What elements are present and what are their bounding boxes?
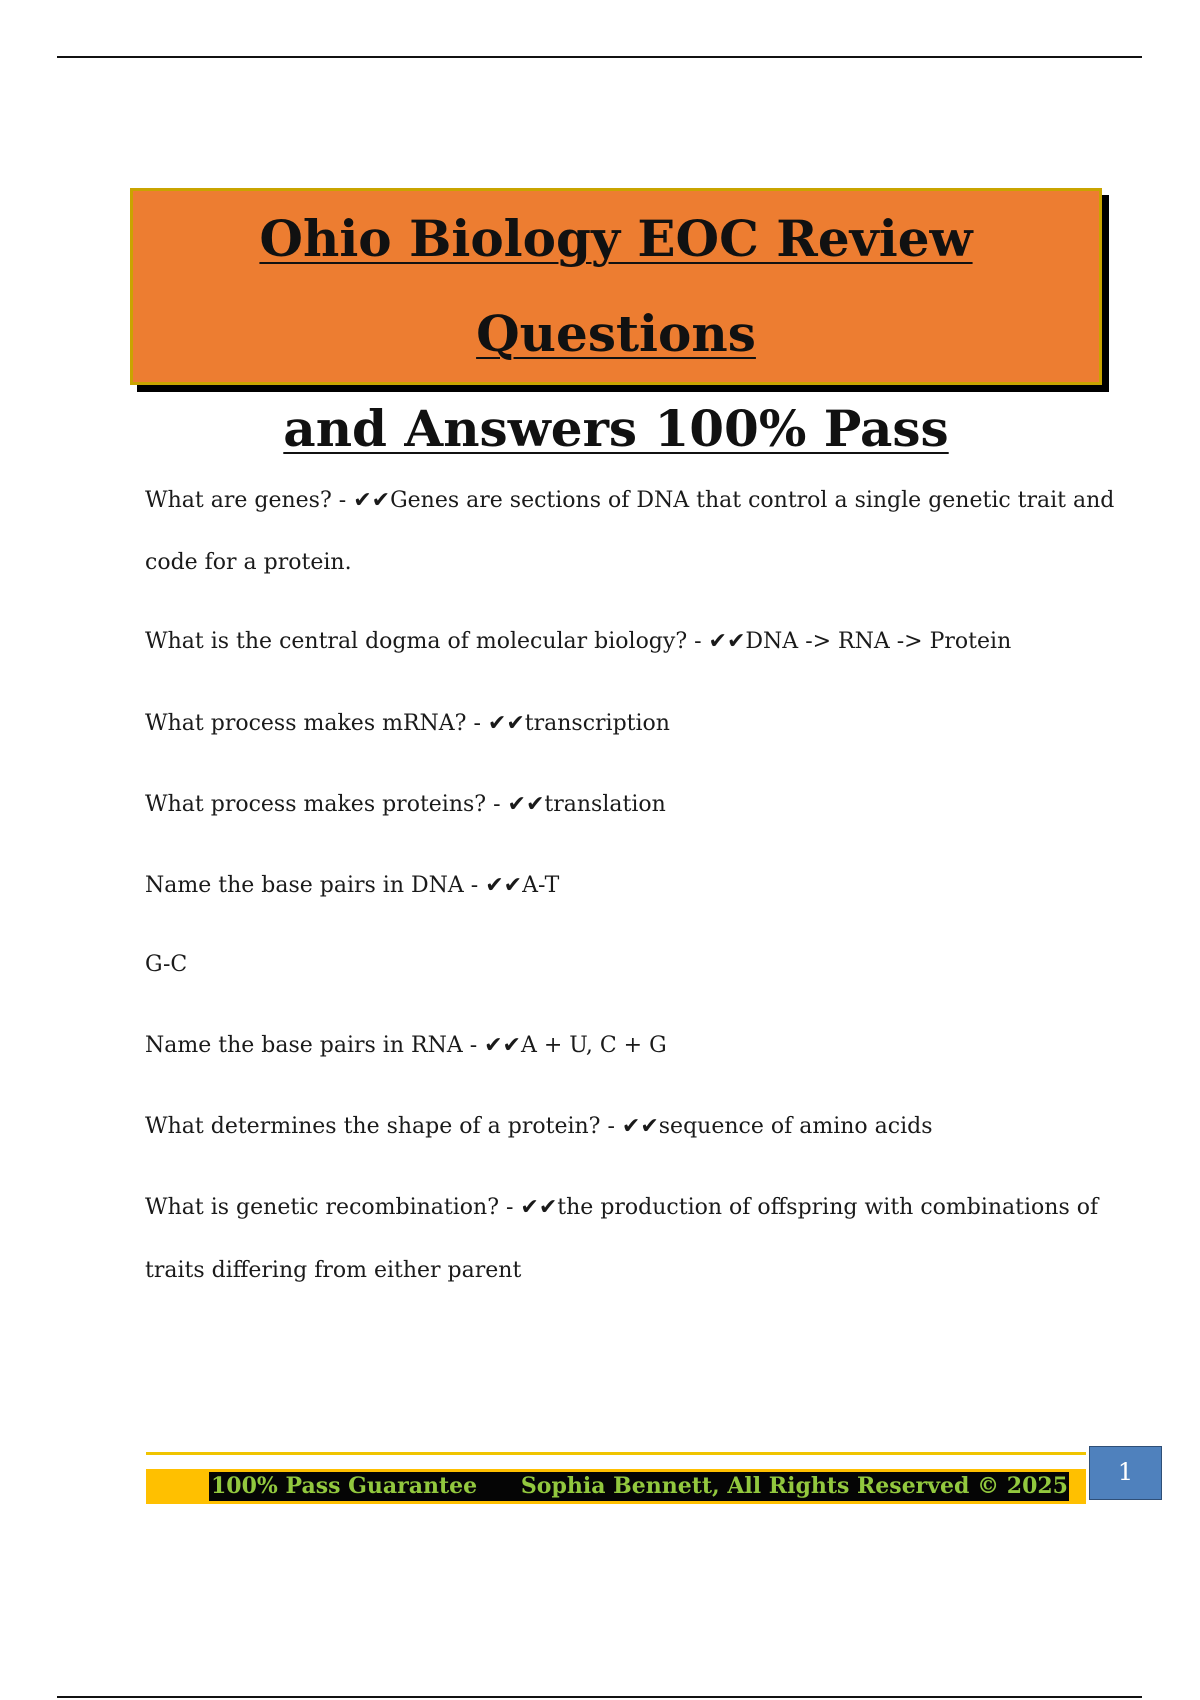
answer-text: the production of offspring with combinations of <box>557 1195 1099 1220</box>
question-text: Name the base pairs in RNA - <box>145 1033 485 1058</box>
question-text: What is genetic recombination? - <box>145 1195 521 1220</box>
check-icon: ✔✔ <box>708 629 746 654</box>
answer-text: transcription <box>524 711 670 736</box>
title-box <box>130 188 1102 458</box>
question-text: What process makes mRNA? - <box>145 711 488 736</box>
answer-text: translation <box>544 792 666 817</box>
qa-item-genes <box>145 488 1114 513</box>
title-line-2: and Answers 100% Pass <box>283 399 949 458</box>
answer-text: DNA -> RNA -> Protein <box>745 629 1012 654</box>
title-line-1: Ohio Biology EOC Review Questions <box>259 209 973 363</box>
check-icon: ✔✔ <box>485 873 523 898</box>
footer-copyright: Sophia Bennett, All Rights Reserved © 2025 <box>520 1473 1068 1499</box>
footer-guarantee: 100% Pass Guarantee <box>211 1473 478 1499</box>
bottom-rule <box>57 1696 1142 1698</box>
answer-text: A + U, C + G <box>521 1033 667 1058</box>
qa-item-genes-cont <box>145 550 352 575</box>
check-icon: ✔✔ <box>353 488 391 513</box>
qa-item-recombination-cont <box>145 1258 521 1283</box>
qa-item-central-dogma <box>145 629 1011 654</box>
check-icon: ✔✔ <box>487 711 525 736</box>
qa-item-mrna <box>145 711 670 736</box>
qa-item-protein-shape <box>145 1114 933 1139</box>
footer-top-line <box>146 1452 1086 1455</box>
qa-item-dna-pairs-cont <box>145 952 187 977</box>
question-text: What is the central dogma of molecular biology? - <box>145 629 709 654</box>
answer-text: code for a protein. <box>145 550 352 575</box>
question-text: What are genes? - <box>145 488 354 513</box>
check-icon: ✔✔ <box>621 1114 659 1139</box>
check-icon: ✔✔ <box>507 792 545 817</box>
qa-item-proteins <box>145 792 666 817</box>
page-number: 1 <box>1089 1446 1162 1500</box>
question-text: Name the base pairs in DNA - <box>145 873 486 898</box>
answer-text: G-C <box>145 952 188 977</box>
check-icon: ✔✔ <box>484 1033 521 1058</box>
qa-item-dna-pairs <box>145 873 559 898</box>
question-text: What determines the shape of a protein? - <box>145 1114 622 1139</box>
answer-text: traits differing from either parent <box>145 1258 522 1283</box>
qa-item-recombination <box>145 1195 1098 1220</box>
answer-text: Genes are sections of DNA that control a single genetic trait and <box>390 488 1115 513</box>
check-icon: ✔✔ <box>520 1195 558 1220</box>
top-rule <box>57 56 1142 58</box>
title-banner <box>130 188 1108 458</box>
answer-text: sequence of amino acids <box>658 1114 933 1139</box>
question-text: What process makes proteins? - <box>145 792 508 817</box>
answer-text: A-T <box>522 873 560 898</box>
qa-item-rna-pairs <box>145 1033 667 1058</box>
